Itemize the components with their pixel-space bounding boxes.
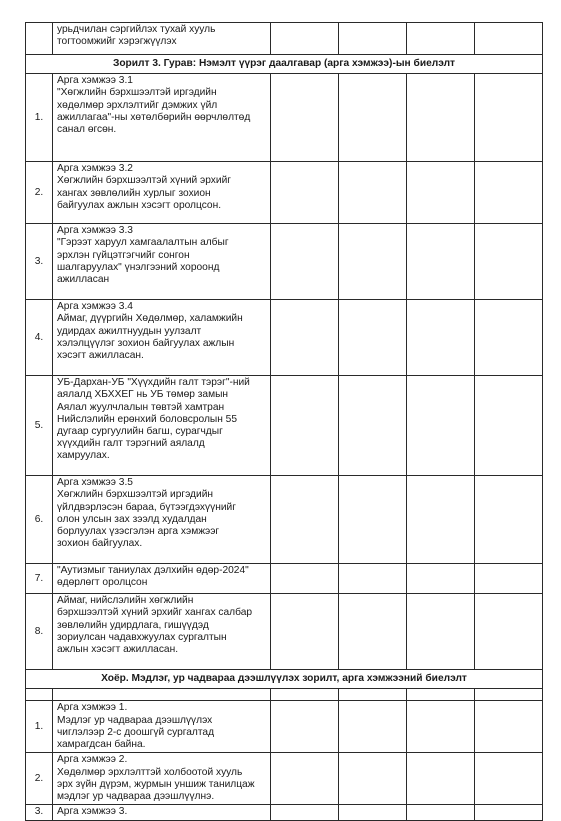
text-line: Хөдөлмөр эрхлэлттэй холбоотой хууль bbox=[57, 766, 243, 778]
empty-cell bbox=[271, 162, 339, 224]
row-number: 6. bbox=[26, 476, 53, 564]
text-line: өдөрлөгт оролцсон bbox=[57, 577, 148, 589]
activity-description bbox=[53, 594, 271, 670]
report-table-body bbox=[26, 23, 543, 821]
table-row bbox=[26, 476, 543, 564]
text-line: дугаар сургуулийн багш, сурагчдыг bbox=[57, 426, 223, 438]
text-line: Хөгжлийн бэрхшээлтэй иргэдийн bbox=[57, 489, 214, 501]
table-row bbox=[26, 701, 543, 753]
empty-cell bbox=[271, 224, 339, 300]
row-number: 1. bbox=[26, 74, 53, 162]
empty-cell bbox=[475, 162, 543, 224]
activity-description bbox=[53, 753, 271, 805]
text-line: Арга хэмжээ 3.5 bbox=[57, 477, 133, 489]
row-number bbox=[26, 689, 53, 701]
activity-description bbox=[53, 162, 271, 224]
activity-description bbox=[53, 376, 271, 476]
empty-cell bbox=[339, 805, 407, 820]
table-row bbox=[26, 594, 543, 670]
empty-cell bbox=[339, 753, 407, 805]
text-line: Арга хэмжээ 3.4 bbox=[57, 301, 133, 313]
activity-description bbox=[53, 300, 271, 376]
activity-description bbox=[53, 476, 271, 564]
empty-cell bbox=[475, 689, 543, 701]
empty-cell bbox=[339, 594, 407, 670]
empty-cell bbox=[475, 23, 543, 55]
text-line: Арга хэмжээ 3.2 bbox=[57, 163, 133, 175]
empty-cell bbox=[271, 23, 339, 55]
text-line: удирдах ажилтнуудын уулзалт bbox=[57, 325, 202, 337]
empty-cell bbox=[339, 476, 407, 564]
empty-cell bbox=[407, 476, 475, 564]
table-row bbox=[26, 224, 543, 300]
empty-cell bbox=[271, 376, 339, 476]
text-line: тогтоомжийг хэрэгжүүлэх bbox=[57, 36, 177, 48]
empty-cell bbox=[475, 594, 543, 670]
text-line: зориулсан чадавхжуулах сургалтын bbox=[57, 631, 227, 643]
row-number: 2. bbox=[26, 162, 53, 224]
text-line: олон улсын зах зээлд худалдан bbox=[57, 513, 207, 525]
text-line: хамруулах. bbox=[57, 450, 110, 462]
section-heading: Хоёр. Мэдлэг, ур чадвараа дээшлүүлэх зорилт, арга хэмжээний биелэлт bbox=[26, 670, 543, 689]
text-line: Аймаг, нийслэлийн хөгжлийн bbox=[57, 595, 194, 607]
text-line: Арга хэмжээ 1. bbox=[57, 702, 128, 714]
empty-cell bbox=[407, 701, 475, 753]
activity-description bbox=[53, 74, 271, 162]
text-line: эрхлэн гүйцэтгэгчийг сонгон bbox=[57, 249, 190, 261]
text-line: үйлдвэрлэсэн бараа, бүтээгдэхүүнийг bbox=[57, 501, 236, 513]
text-line: УБ-Дархан-УБ "Хүүхдийн галт тэрэг"-ний bbox=[57, 377, 250, 389]
empty-cell bbox=[271, 300, 339, 376]
text-line: санал өгсөн. bbox=[57, 124, 117, 136]
activity-description bbox=[53, 564, 271, 594]
empty-cell bbox=[475, 805, 543, 820]
text-line: зохион байгуулах. bbox=[57, 538, 143, 550]
text-line: шалгаруулах" үнэлгээний хороонд bbox=[57, 261, 220, 273]
text-line: хүүхдийн галт тэрэгний аялалд bbox=[57, 438, 205, 450]
text-line: хэсэгт ажилласан. bbox=[57, 350, 144, 362]
empty-cell bbox=[407, 300, 475, 376]
table-row bbox=[26, 23, 543, 55]
text-line: Арга хэмжээ 3.3 bbox=[57, 225, 133, 237]
empty-cell bbox=[339, 23, 407, 55]
row-number bbox=[26, 23, 53, 55]
empty-cell bbox=[407, 23, 475, 55]
empty-cell bbox=[475, 564, 543, 594]
empty-cell bbox=[339, 376, 407, 476]
text-line: Арга хэмжээ 3.1 bbox=[57, 75, 133, 87]
row-number: 1. bbox=[26, 701, 53, 753]
row-number: 4. bbox=[26, 300, 53, 376]
activity-description bbox=[53, 23, 271, 55]
empty-cell bbox=[407, 224, 475, 300]
empty-cell bbox=[271, 476, 339, 564]
empty-cell bbox=[339, 564, 407, 594]
text-line: Арга хэмжээ 2. bbox=[57, 754, 128, 766]
text-line: "Аутизмыг таниулах дэлхийн өдөр-2024" bbox=[57, 565, 249, 577]
row-number: 8. bbox=[26, 594, 53, 670]
text-line: хөдөлмөр эрхлэлтийг дэмжих үйл bbox=[57, 99, 218, 111]
empty-cell bbox=[407, 564, 475, 594]
table-row bbox=[26, 376, 543, 476]
text-line: "Гэрээт харуул хамгаалалтын албыг bbox=[57, 237, 229, 249]
activity-description bbox=[53, 805, 271, 820]
empty-cell bbox=[339, 162, 407, 224]
empty-cell bbox=[407, 162, 475, 224]
table-row bbox=[26, 689, 543, 701]
text-line: ажлын хэсэгт ажилласан. bbox=[57, 644, 179, 656]
section-heading: Зорилт 3. Гурав: Нэмэлт үүрэг даалгавар (арга хэмжээ)-ын биелэлт bbox=[26, 55, 543, 74]
empty-cell bbox=[339, 701, 407, 753]
empty-cell bbox=[407, 74, 475, 162]
empty-cell bbox=[407, 753, 475, 805]
empty-cell bbox=[271, 594, 339, 670]
text-line: аялалд ХБХХЕГ нь УБ төмөр замын bbox=[57, 389, 229, 401]
row-number: 7. bbox=[26, 564, 53, 594]
row-number: 3. bbox=[26, 805, 53, 820]
table-row bbox=[26, 74, 543, 162]
text-line: хэлэлцүүлэг зохион байгуулах ажлын bbox=[57, 337, 235, 349]
table-row bbox=[26, 300, 543, 376]
empty-cell bbox=[339, 300, 407, 376]
empty-cell bbox=[407, 689, 475, 701]
empty-cell bbox=[407, 805, 475, 820]
empty-cell bbox=[407, 594, 475, 670]
text-line: Хөгжлийн бэрхшээлтэй хүний эрхийг bbox=[57, 175, 231, 187]
empty-cell bbox=[339, 224, 407, 300]
text-line: Арга хэмжээ 3. bbox=[57, 806, 128, 818]
empty-cell bbox=[475, 300, 543, 376]
section-heading-row bbox=[26, 670, 543, 689]
empty-cell bbox=[475, 224, 543, 300]
text-line: "Хөгжлийн бэрхшээлтэй иргэдийн bbox=[57, 87, 217, 99]
empty-cell bbox=[271, 74, 339, 162]
empty-cell bbox=[339, 689, 407, 701]
text-line: Нийслэлийн ерөнхий боловсролын 55 bbox=[57, 413, 238, 425]
text-line: Аялал жуулчлалын төвтэй хамтран bbox=[57, 401, 225, 413]
row-number: 5. bbox=[26, 376, 53, 476]
activity-description bbox=[53, 701, 271, 753]
row-number: 2. bbox=[26, 753, 53, 805]
empty-cell bbox=[475, 753, 543, 805]
text-line: Аймаг, дүүргийн Хөдөлмөр, халамжийн bbox=[57, 313, 243, 325]
table-row bbox=[26, 564, 543, 594]
text-line: чиглэлээр 2-с доошгүй сургалтад bbox=[57, 726, 215, 738]
empty-cell bbox=[271, 753, 339, 805]
report-table bbox=[25, 22, 543, 821]
text-line: хамрагдсан байна. bbox=[57, 739, 146, 751]
text-line: хангах зөвлөлийн хурлыг зохион bbox=[57, 187, 211, 199]
activity-description bbox=[53, 689, 271, 701]
text-line: мэдлэг ур чадвараа дээшлүүлнэ. bbox=[57, 791, 215, 803]
empty-cell bbox=[271, 689, 339, 701]
table-row bbox=[26, 805, 543, 820]
activity-description bbox=[53, 224, 271, 300]
table-row bbox=[26, 162, 543, 224]
empty-cell bbox=[271, 701, 339, 753]
text-line: ажиллагаа"-ны хөтөлбөрийн өөрчлөлтөд bbox=[57, 111, 251, 123]
empty-cell bbox=[271, 805, 339, 820]
text-line: зөвлөлийн удирдлага, гишүүдэд bbox=[57, 619, 209, 631]
text-line: ажилласан bbox=[57, 274, 110, 286]
text-line: эрх зүйн дүрэм, журмын уншиж танилцаж bbox=[57, 778, 255, 790]
text-line: Мэдлэг ур чадвараа дээшлүүлэх bbox=[57, 714, 213, 726]
section-heading-row bbox=[26, 55, 543, 74]
text-line: борлуулах үзэсгэлэн арга хэмжээг bbox=[57, 526, 220, 538]
text-line: урьдчилан сэргийлэх тухай хууль bbox=[57, 24, 216, 35]
empty-cell bbox=[475, 376, 543, 476]
empty-cell bbox=[339, 74, 407, 162]
empty-cell bbox=[407, 376, 475, 476]
table-row bbox=[26, 753, 543, 805]
empty-cell bbox=[475, 74, 543, 162]
row-number: 3. bbox=[26, 224, 53, 300]
text-line: бэрхшээлтэй хүний эрхийг хангах салбар bbox=[57, 607, 253, 619]
text-line: байгуулах ажлын хэсэгт оролцсон. bbox=[57, 199, 222, 211]
empty-cell bbox=[475, 476, 543, 564]
empty-cell bbox=[475, 701, 543, 753]
empty-cell bbox=[271, 564, 339, 594]
